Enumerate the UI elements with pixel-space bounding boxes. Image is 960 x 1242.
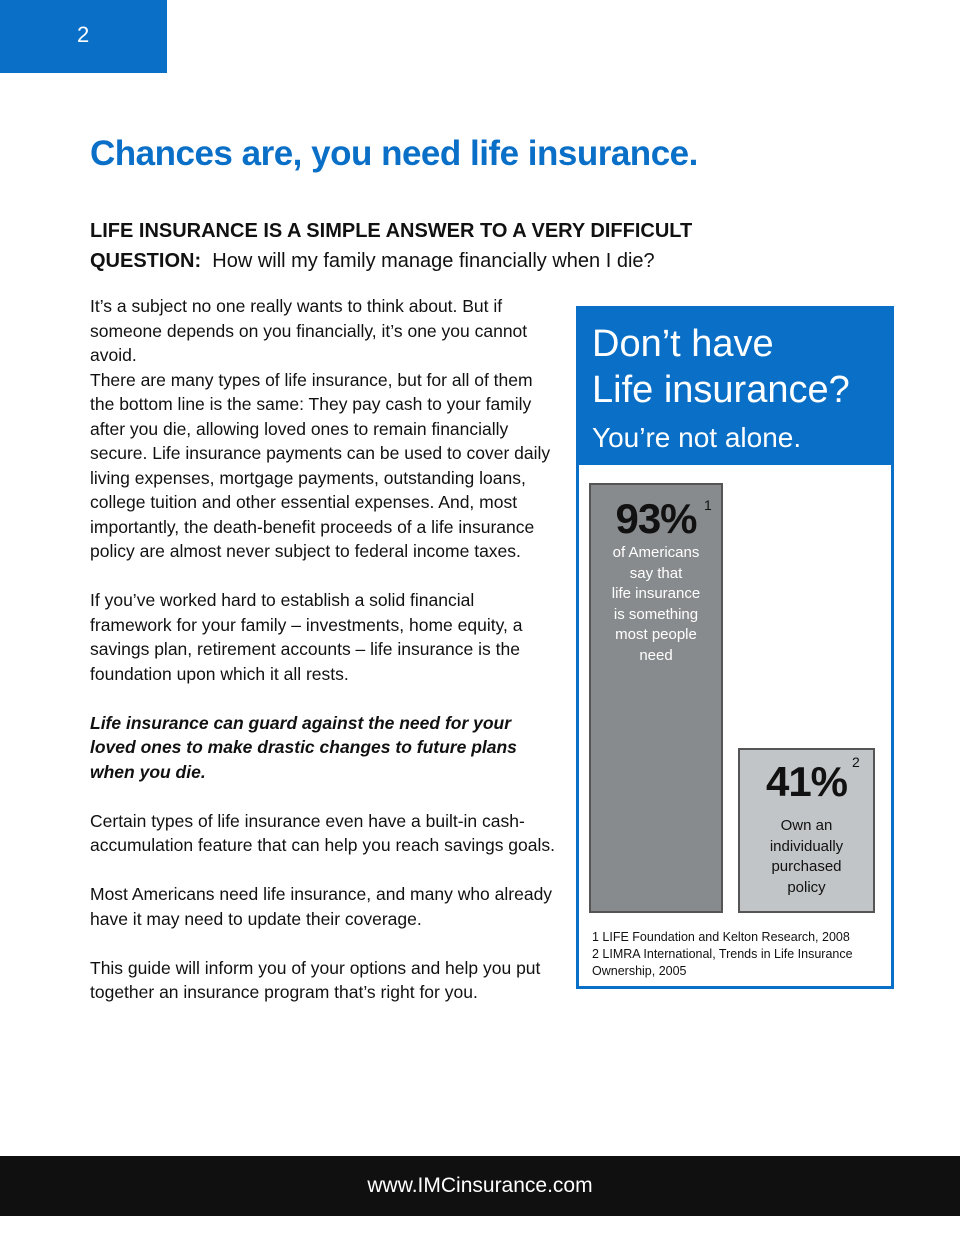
body-paragraph-1: It’s a subject no one really wants to think about. But if someone depends on you financially, it’s one you cannot avoid. — [90, 296, 528, 365]
footer-bar — [0, 1156, 960, 1216]
lead-question — [90, 216, 810, 276]
sidebar-footnotes — [592, 929, 882, 980]
stat-93-value: 93% — [615, 495, 697, 542]
stat-93-footnote-ref: 1 — [704, 497, 712, 513]
sidebar-subheadline: You’re not alone. — [592, 422, 802, 453]
lead-caps-line2: QUESTION: — [90, 250, 202, 272]
body-paragraph-7: This guide will inform you of your options and help you put together an insurance program that’s right for you. — [90, 957, 541, 1002]
lead-question-text: How will my family manage financially when I die? — [212, 250, 655, 272]
body-paragraph-6: Most Americans need life insurance, and many who already have it may need to update their coverage. — [90, 884, 553, 929]
sidebar-headline-1: Don’t have — [592, 323, 774, 365]
footnote-1: 1 LIFE Foundation and Kelton Research, 2008 — [592, 930, 850, 944]
stat-41-description: Own an individually purchased policy — [769, 817, 844, 896]
body-column — [90, 294, 560, 1005]
body-paragraph-5: Certain types of life insurance even have a built-in cash-accumulation feature that can help you reach savings goals. — [90, 810, 556, 855]
body-paragraph-3: If you’ve worked hard to establish a solid financial framework for your family – investments, home equity, a savings plan, retirement accounts – life insurance is the foundation upon which it all rests. — [90, 590, 523, 684]
sidebar-header — [579, 309, 891, 465]
page-number: 2 — [77, 22, 90, 47]
body-emphasis: Life insurance can guard against the need for your loved ones to make drastic changes to future plans when you die. — [90, 712, 517, 782]
stat-93-description: of Americans say that life insurance is something most people need — [611, 544, 701, 664]
page-number-tab — [0, 0, 167, 73]
sidebar-headline-2: Life insurance? — [592, 369, 850, 411]
page-title: Chances are, you need life insurance. — [90, 134, 698, 173]
stat-bar-93 — [589, 483, 723, 913]
stat-41-value: 41% — [765, 758, 848, 805]
footnote-2: 2 LIMRA International, Trends in Life Insurance Ownership, 2005 — [592, 947, 853, 978]
body-paragraph-2: There are many types of life insurance, but for all of them the bottom line is the same: They pay cash to your family after you die, allowing loved ones to remain financially secure. Life insurance payments can be used to cover daily living expenses, mortgage payments, outstanding loans, college tuition and other essential expenses. And, most importantly, the death-benefit proceeds of a life insurance policy are almost never subject to federal income taxes. — [90, 369, 551, 561]
stat-41-footnote-ref: 2 — [852, 754, 860, 770]
lead-caps-line1: LIFE INSURANCE IS A SIMPLE ANSWER TO A VERY DIFFICULT — [90, 220, 693, 242]
stats-sidebar — [576, 306, 894, 989]
footer-url[interactable]: www.IMCinsurance.com — [367, 1174, 593, 1197]
stat-bar-41 — [738, 748, 875, 913]
